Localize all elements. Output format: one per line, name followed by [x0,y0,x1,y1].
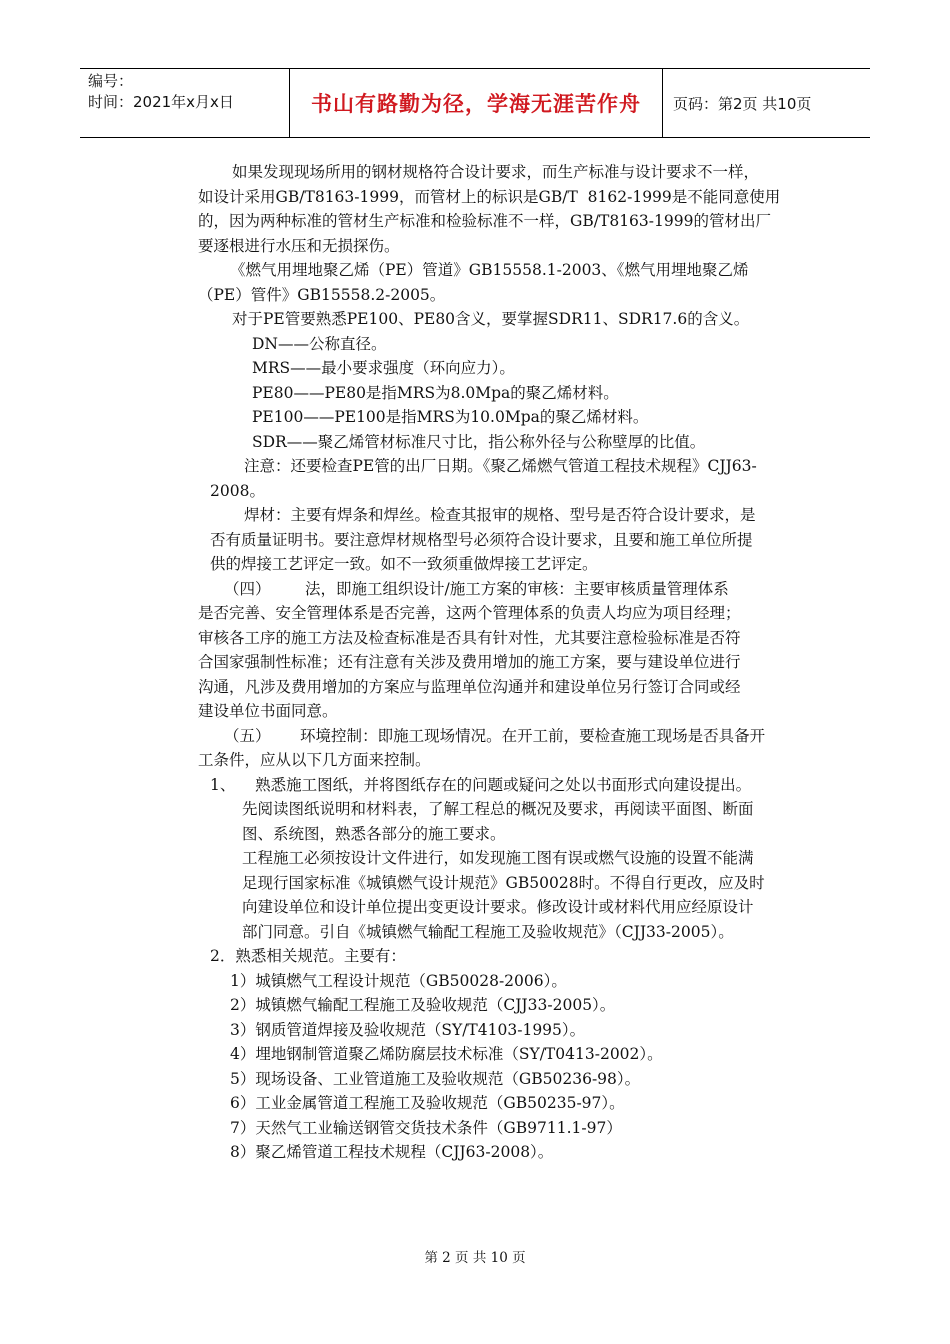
text-line: 2008。 [210,481,265,500]
text-line: 要逐根进行水压和无损探伤。 [198,236,400,255]
document-time-label: 时间：2021年x月x日 [88,93,234,111]
document-body [198,160,808,1165]
text-line: 工条件，应从以下几方面来控制。 [198,751,431,769]
text-line: 如果发现现场所用的钢材规格符合设计要求，而生产标准与设计要求不一样， [232,163,760,181]
text-line: 1）城镇燃气工程设计规范（GB50028-2006）。 [230,971,567,990]
text-line: 2．熟悉相关规范。主要有： [210,947,406,965]
text-line: 《燃气用埋地聚乙烯（PE）管道》GB15558.1-2003、《燃气用埋地聚乙烯 [230,261,749,279]
text-line: 供的焊接工艺评定一致。如不一致须重做焊接工艺评定。 [210,555,598,573]
page-footer: 第 2 页 共 10 页 [424,1250,526,1266]
text-line: 5）现场设备、工业管道施工及验收规范（GB50236-98）。 [230,1069,641,1088]
text-line: 足现行国家标准《城镇燃气设计规范》GB50028时。不得自行更改，应及时 [242,873,765,892]
text-line: 对于PE管要熟悉PE100、PE80含义，要掌握SDR11、SDR17.6的含义。 [232,310,750,328]
text-line: 3）钢质管道焊接及验收规范（SY/T4103-1995）。 [230,1020,586,1039]
text-line: 1、 熟悉施工图纸，并将图纸存在的问题或疑问之处以书面形式向建设提出。 [210,775,752,794]
text-line: 如设计采用GB/T8163-1999，而管材上的标识是GB/T 8162-1999是不能同意使用 [198,187,781,206]
text-line: 焊材：主要有焊条和焊丝。检查其报审的规格、型号是否符合设计要求，是 [244,506,756,524]
text-line: 的，因为两种标准的管材生产标准和检验标准不一样，GB/T8163-1999的管材出厂 [198,212,771,230]
text-line: 部门同意。引自《城镇燃气输配工程施工及验收规范》（CJJ33-2005）。 [242,922,734,941]
text-line: 向建设单位和设计单位提出变更设计要求。修改设计或材料代用应经原设计 [242,898,754,916]
text-line: MRS——最小要求强度（环向应力）。 [252,359,515,377]
text-line: SDR——聚乙烯管材标准尺寸比，指公称外径与公称壁厚的比值。 [252,432,706,451]
text-line: 2）城镇燃气输配工程施工及验收规范（CJJ33-2005）。 [230,996,616,1014]
header-page-info: 页码：第2页 共10页 [673,94,812,113]
text-line: DN——公称直径。 [252,334,387,353]
text-line: 建设单位书面同意。 [198,702,338,720]
text-line: 工程施工必须按设计文件进行，如发现施工图有误或燃气设施的设置不能满 [242,849,754,867]
text-line: 否有质量证明书。要注意焊材规格型号必须符合设计要求，且要和施工单位所提 [210,530,753,549]
text-line: 合国家强制性标准；还有注意有关涉及费用增加的施工方案，要与建设单位进行 [198,653,741,671]
text-line: 先阅读图纸说明和材料表，了解工程总的概况及要求，再阅读平面图、断面 [242,800,754,818]
text-line: （PE）管件》GB15558.2-2005。 [198,285,446,304]
header-motto: 书山有路勤为径，学海无涯苦作舟 [290,69,663,137]
page-header [80,68,870,138]
document-number-label: 编号： [88,72,134,90]
text-line: 审核各工序的施工方法及检查标准是否具有针对性，尤其要注意检验标准是否符 [198,628,741,647]
text-line: （四） 法，即施工组织设计/施工方案的审核：主要审核质量管理体系 [224,579,729,598]
text-line: 7）天然气工业输送钢管交货技术条件（GB9711.1-97） [230,1118,622,1137]
text-line: PE100——PE100是指MRS为10.0Mpa的聚乙烯材料。 [252,408,649,426]
text-line: 图、系统图，熟悉各部分的施工要求。 [242,824,506,843]
text-line: 4）埋地钢制管道聚乙烯防腐层技术标准（SY/T0413-2002）。 [230,1045,663,1063]
text-line: （五） 环境控制：即施工现场情况。在开工前，要检查施工现场是否具备开 [224,726,766,745]
text-line: 注意：还要检查PE管的出厂日期。《聚乙烯燃气管道工程技术规程》CJJ63- [244,457,757,475]
text-line: 6）工业金属管道工程施工及验收规范（GB50235-97）。 [230,1094,625,1112]
text-line: 沟通，凡涉及费用增加的方案应与监理单位沟通并和建设单位另行签订合同或经 [198,677,741,696]
text-line: PE80——PE80是指MRS为8.0Mpa的聚乙烯材料。 [252,383,619,402]
text-line: 是否完善、安全管理体系是否完善，这两个管理体系的负责人均应为项目经理； [198,604,741,622]
header-left-cell [80,69,290,137]
text-line: 8）聚乙烯管道工程技术规程（CJJ63-2008）。 [230,1143,554,1161]
